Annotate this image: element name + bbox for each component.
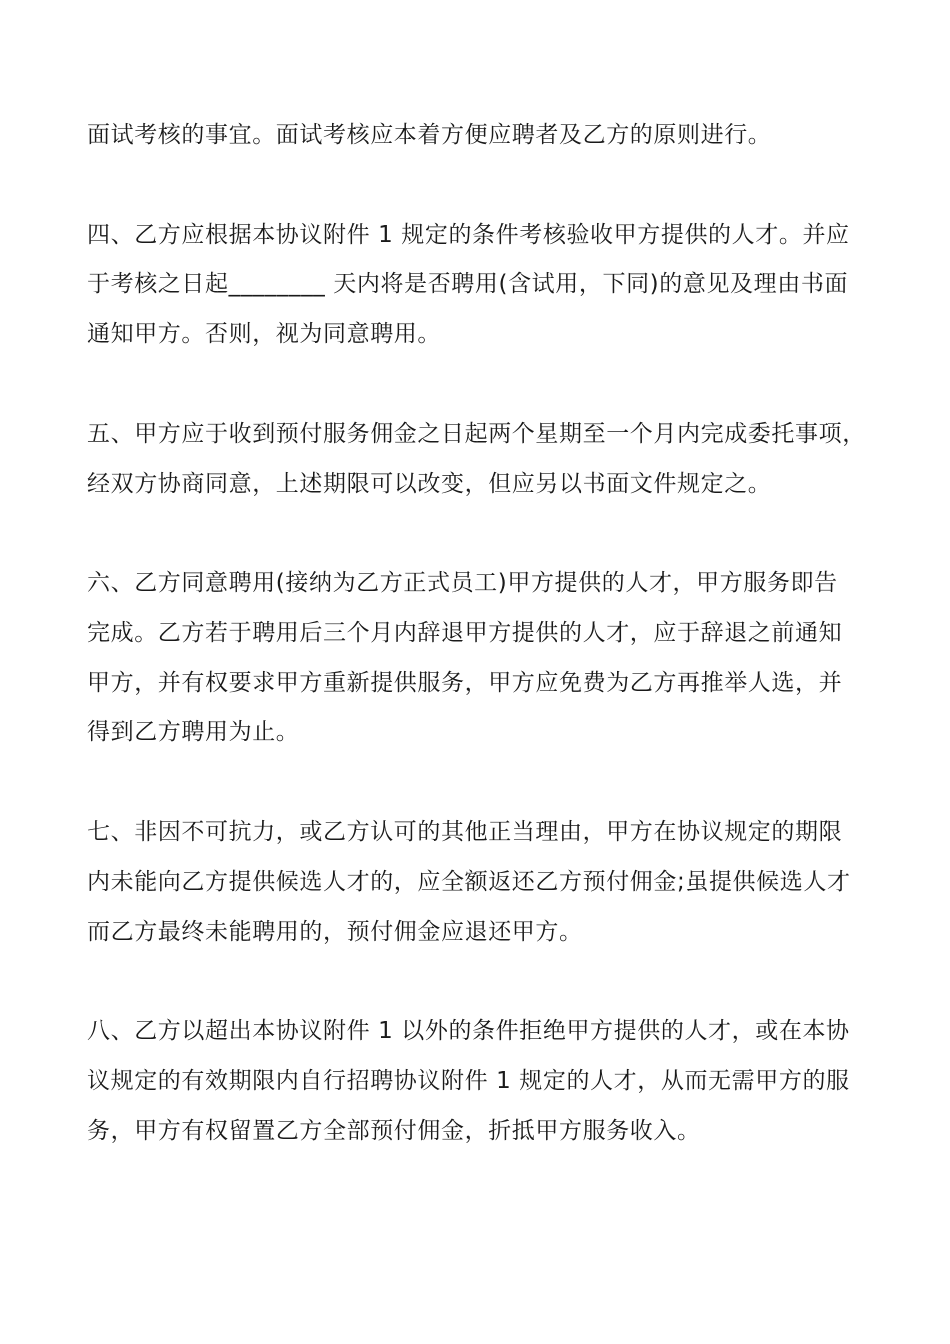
clause-7-line: 七、非因不可抗力，或乙方认可的其他正当理由，甲方在协议规定的期限 [87, 819, 843, 845]
clause-8-line: 八、乙方以超出本协议附件 1 以外的条件拒绝甲方提供的人才，或在本协 [87, 1018, 850, 1044]
clause-8-line: 务，甲方有权留置乙方全部预付佣金，折抵甲方服务收入。 [87, 1118, 701, 1144]
clause-8-line: 议规定的有效期限内自行招聘协议附件 1 规定的人才，从而无需甲方的服 [87, 1068, 850, 1094]
clause-7-line: 而乙方最终未能聘用的，预付佣金应退还甲方。 [87, 919, 583, 945]
clause-4-line: 四、乙方应根据本协议附件 1 规定的条件考核验收甲方提供的人才。并应 [87, 222, 850, 248]
clause-6-line: 完成。乙方若于聘用后三个月内辞退甲方提供的人才，应于辞退之前通知 [87, 620, 843, 646]
clause-5-line: 五、甲方应于收到预付服务佣金之日起两个星期至一个月内完成委托事项， [87, 421, 866, 447]
clause-6-line: 得到乙方聘用为止。 [87, 719, 300, 745]
paragraph-continuation-line: 面试考核的事宜。面试考核应本着方便应聘者及乙方的原则进行。 [87, 122, 772, 148]
clause-4-line: 通知甲方。否则，视为同意聘用。 [87, 321, 441, 347]
clause-6-line: 六、乙方同意聘用(接纳为乙方正式员工)甲方提供的人才，甲方服务即告 [87, 570, 838, 596]
clause-5-line: 经双方协商同意，上述期限可以改变，但应另以书面文件规定之。 [87, 471, 772, 497]
clause-6-line: 甲方，并有权要求甲方重新提供服务，甲方应免费为乙方再推举人选，并 [87, 670, 843, 696]
clause-4-line: 于考核之日起________ 天内将是否聘用(含试用，下同)的意见及理由书面 [87, 271, 849, 297]
clause-7-line: 内未能向乙方提供候选人才的，应全额返还乙方预付佣金;虽提供候选人才 [87, 869, 851, 895]
